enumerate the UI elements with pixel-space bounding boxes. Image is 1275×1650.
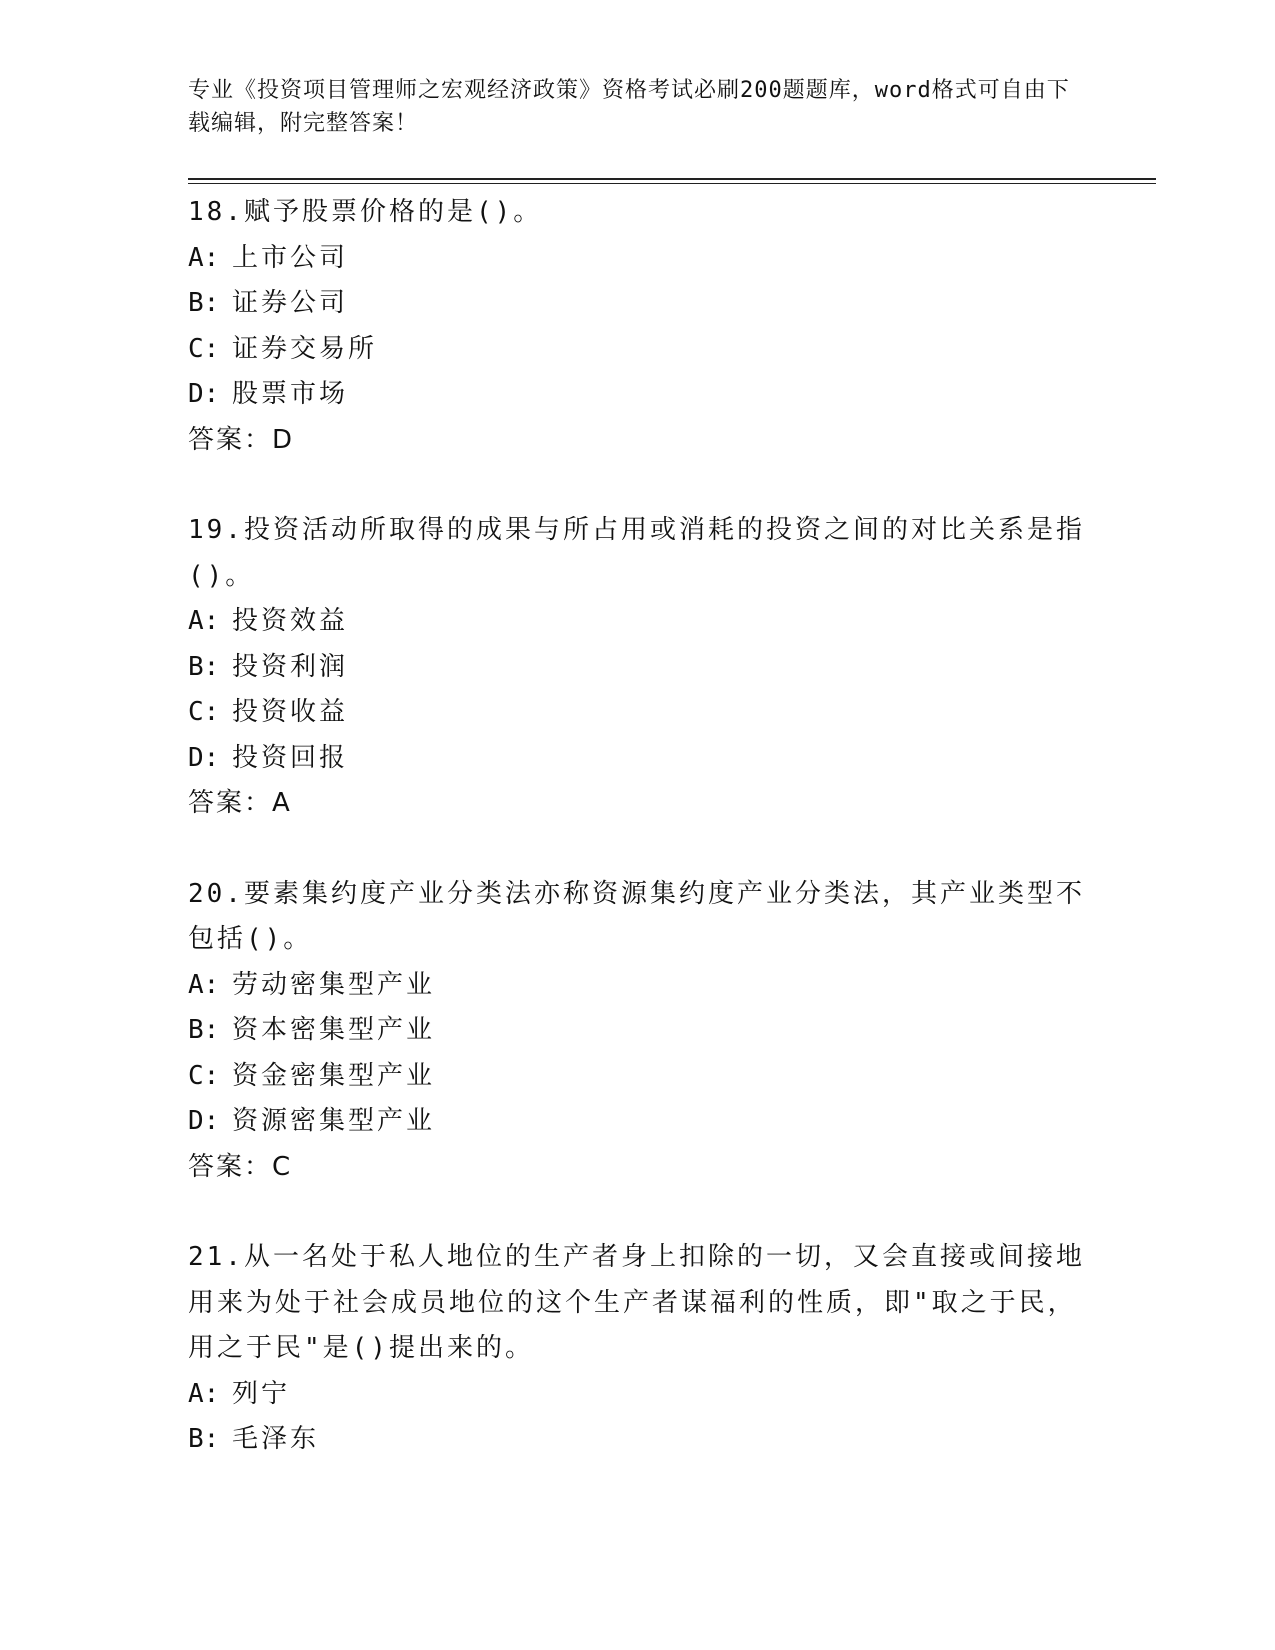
question-19 bbox=[188, 508, 1088, 827]
option-text: 列宁 bbox=[232, 1378, 291, 1409]
option-a bbox=[188, 236, 1088, 282]
question-18 bbox=[188, 190, 1088, 463]
option-d bbox=[188, 736, 1088, 782]
option-text: 资源密集型产业 bbox=[232, 1106, 436, 1136]
option-b bbox=[188, 645, 1088, 691]
option-letter: A: bbox=[188, 242, 220, 273]
header-divider-thick bbox=[188, 178, 1156, 180]
option-c bbox=[188, 1054, 1088, 1100]
question-stem: 18.赋予股票价格的是()。 bbox=[188, 197, 543, 227]
option-text: 投资回报 bbox=[232, 742, 349, 773]
option-letter: B: bbox=[188, 288, 220, 318]
option-d bbox=[188, 1099, 1088, 1145]
option-c bbox=[188, 327, 1088, 373]
answer-line: 答案：A bbox=[188, 788, 292, 818]
option-text: 证券公司 bbox=[232, 288, 349, 318]
option-letter: C: bbox=[188, 1060, 220, 1091]
option-b bbox=[188, 1008, 1088, 1054]
header-divider-thin bbox=[188, 183, 1156, 184]
option-c bbox=[188, 690, 1088, 736]
question-20 bbox=[188, 872, 1088, 1191]
option-text: 上市公司 bbox=[232, 242, 349, 273]
option-letter: B: bbox=[188, 1015, 220, 1045]
option-letter: A: bbox=[188, 1378, 220, 1409]
option-letter: A: bbox=[188, 969, 220, 1000]
option-letter: A: bbox=[188, 606, 220, 636]
option-letter: D: bbox=[188, 742, 220, 773]
question-21 bbox=[188, 1235, 1088, 1463]
answer-line: 答案：C bbox=[188, 1151, 293, 1182]
option-letter: C: bbox=[188, 697, 220, 727]
question-stem: 19.投资活动所取得的成果与所占用或消耗的投资之间的对比关系是指()。 bbox=[188, 515, 1085, 591]
option-text: 资金密集型产业 bbox=[232, 1060, 436, 1091]
option-text: 证券交易所 bbox=[232, 333, 378, 364]
option-text: 投资利润 bbox=[232, 651, 349, 682]
option-a bbox=[188, 599, 1088, 645]
option-letter: D: bbox=[188, 379, 220, 409]
document-header: 专业《投资项目管理师之宏观经济政策》资格考试必刷200题题库，word格式可自由下载编辑，附完整答案！ bbox=[188, 78, 1070, 136]
option-letter: B: bbox=[188, 1424, 220, 1454]
option-a bbox=[188, 963, 1088, 1009]
option-text: 资本密集型产业 bbox=[232, 1015, 436, 1045]
option-text: 毛泽东 bbox=[232, 1424, 320, 1454]
option-text: 劳动密集型产业 bbox=[232, 969, 436, 1000]
option-b bbox=[188, 1417, 1088, 1463]
option-text: 股票市场 bbox=[232, 379, 349, 409]
option-letter: C: bbox=[188, 333, 220, 364]
option-a bbox=[188, 1372, 1088, 1418]
option-b bbox=[188, 281, 1088, 327]
option-d bbox=[188, 372, 1088, 418]
option-text: 投资收益 bbox=[232, 697, 349, 727]
option-letter: B: bbox=[188, 651, 220, 682]
option-letter: D: bbox=[188, 1106, 220, 1136]
question-stem: 21.从一名处于私人地位的生产者身上扣除的一切，又会直接或间接地用来为处于社会成员地位的这个生产者谋福利的性质，即"取之于民，用之于民"是()提出来的。 bbox=[188, 1242, 1085, 1363]
question-stem: 20.要素集约度产业分类法亦称资源集约度产业分类法，其产业类型不包括()。 bbox=[188, 878, 1085, 954]
option-text: 投资效益 bbox=[232, 606, 349, 636]
answer-line: 答案：D bbox=[188, 424, 295, 455]
question-list bbox=[188, 190, 1088, 1508]
